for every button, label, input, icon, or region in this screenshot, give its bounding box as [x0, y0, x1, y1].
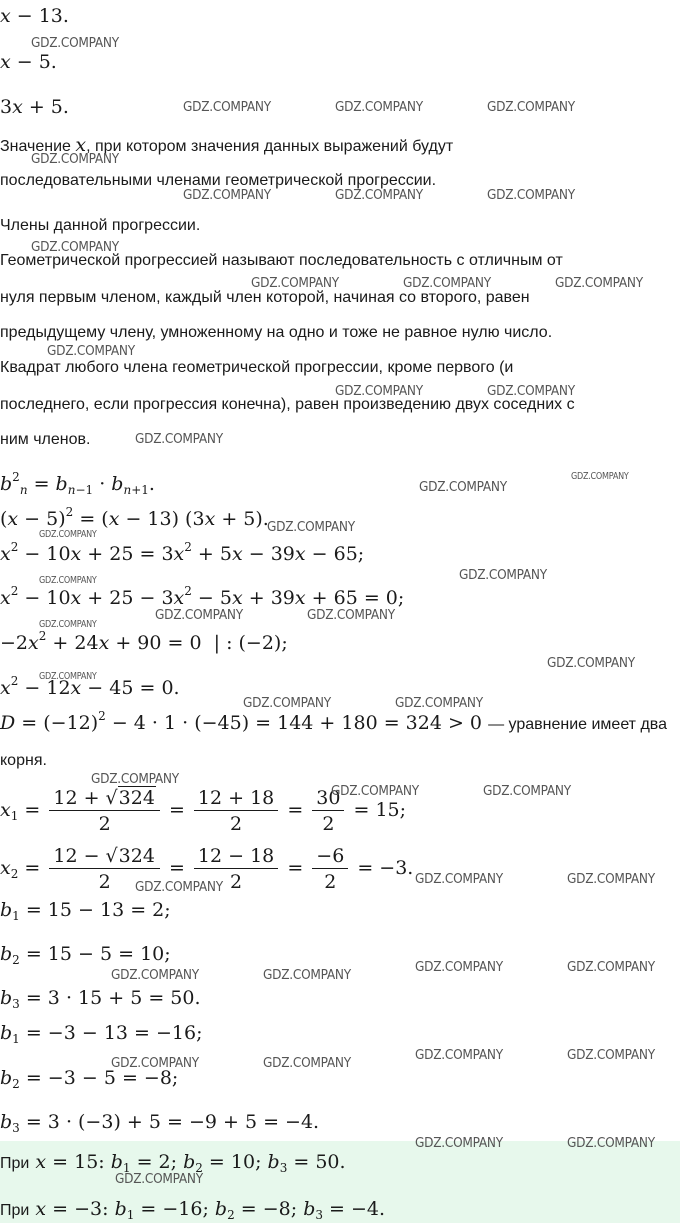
watermark: GDZ.COMPANY: [31, 35, 119, 51]
watermark: GDZ.COMPANY: [567, 1135, 655, 1151]
watermark: GDZ.COMPANY: [419, 479, 507, 495]
watermark: GDZ.COMPANY: [39, 619, 97, 630]
term-b2-case2: $b_2 = -3 - 5 = -8$;: [0, 1067, 179, 1091]
watermark: GDZ.COMPANY: [183, 99, 271, 115]
watermark: GDZ.COMPANY: [567, 1047, 655, 1063]
answer-line-2: При x = −3: $b_1 = -16$; $b_2 = -8$; $b_3 = -4$.: [0, 1198, 386, 1222]
watermark: GDZ.COMPANY: [111, 967, 199, 983]
theory-line-2: нуля первым членом, каждый член которой, начиная со второго, равен: [0, 289, 530, 306]
watermark: GDZ.COMPANY: [263, 967, 351, 983]
given-expr-2: x − 5.: [0, 51, 57, 73]
watermark: GDZ.COMPANY: [487, 383, 575, 399]
watermark: GDZ.COMPANY: [155, 607, 243, 623]
discriminant: $D = (-12)^2 - 4 \cdot 1 \cdot (-45) = 144 + 180 = 324 > 0$ — уравнение имеет два: [0, 709, 668, 734]
watermark: GDZ.COMPANY: [567, 959, 655, 975]
equation-step-5: $x^2 - 12x - 45 = 0$.: [0, 674, 180, 699]
given-expr-1: x − 13.: [0, 5, 69, 27]
watermark: GDZ.COMPANY: [31, 151, 119, 167]
watermark: GDZ.COMPANY: [31, 239, 119, 255]
watermark: GDZ.COMPANY: [135, 431, 223, 447]
watermark: GDZ.COMPANY: [487, 99, 575, 115]
watermark: GDZ.COMPANY: [91, 771, 179, 787]
term-b3-case2: $b_3 = 3 \cdot (-3) + 5 = -9 + 5 = -4$.: [0, 1111, 320, 1135]
watermark: GDZ.COMPANY: [307, 607, 395, 623]
theory-line-3: предыдущему члену, умноженному на одно и тоже не равное нулю число.: [0, 324, 553, 341]
equation-step-1: $(x - 5)^2 = (x - 13)$ (3x + 5).: [0, 505, 269, 530]
term-b2-case1: $b_2 = 15 - 5 = 10$;: [0, 943, 171, 967]
watermark: GDZ.COMPANY: [567, 871, 655, 887]
watermark: GDZ.COMPANY: [39, 671, 97, 682]
watermark: GDZ.COMPANY: [555, 275, 643, 291]
watermark: GDZ.COMPANY: [335, 99, 423, 115]
find-line-1: Значение x, при котором значения данных выражений будут: [0, 134, 454, 156]
theory-line-5: последнего, если прогрессия конечна), равен произведению двух соседних с: [0, 396, 575, 413]
watermark: GDZ.COMPANY: [115, 1171, 203, 1187]
watermark: GDZ.COMPANY: [459, 567, 547, 583]
find-line-3: Члены данной прогрессии.: [0, 217, 201, 234]
watermark: GDZ.COMPANY: [39, 575, 97, 586]
equation-step-3: $x^2 - 10x + 25 - 3x^2 - 5x + 39x + 65 = 0$;: [0, 584, 405, 609]
theory-line-4: Квадрат любого члена геометрической прогрессии, кроме первого (и: [0, 359, 514, 376]
watermark: GDZ.COMPANY: [111, 1055, 199, 1071]
discriminant-note: — уравнение имеет два: [488, 716, 668, 733]
watermark: GDZ.COMPANY: [403, 275, 491, 291]
watermark: GDZ.COMPANY: [335, 383, 423, 399]
equation-step-2: $x^2 - 10x + 25 = 3x^2 + 5x - 39x - 65$;: [0, 540, 365, 565]
watermark: GDZ.COMPANY: [483, 783, 571, 799]
equation-step-4: $-2x^2 + 24x + 90 = 0$ | : (−2);: [0, 629, 288, 654]
term-b1-case1: $b_1 = 15 - 13 = 2$;: [0, 899, 171, 923]
theory-line-6: ним членов.: [0, 431, 91, 448]
watermark: GDZ.COMPANY: [135, 879, 223, 895]
watermark: GDZ.COMPANY: [243, 695, 331, 711]
given-expr-3: 3x + 5.: [0, 96, 69, 118]
watermark: GDZ.COMPANY: [415, 871, 503, 887]
watermark: GDZ.COMPANY: [487, 187, 575, 203]
watermark: GDZ.COMPANY: [415, 1135, 503, 1151]
watermark: GDZ.COMPANY: [415, 959, 503, 975]
watermark: GDZ.COMPANY: [335, 187, 423, 203]
watermark: GDZ.COMPANY: [251, 275, 339, 291]
watermark: GDZ.COMPANY: [571, 471, 629, 482]
answer-line-1: При x = 15: $b_1 = 2$; $b_2 = 10$; $b_3 = 50$.: [0, 1151, 346, 1175]
find-line-2: последовательными членами геометрической прогрессии.: [0, 172, 437, 189]
watermark: GDZ.COMPANY: [263, 1055, 351, 1071]
term-b1-case2: $b_1 = -3 - 13 = -16$;: [0, 1022, 203, 1046]
watermark: GDZ.COMPANY: [267, 519, 355, 535]
formula-geometric-mean: $b^2_n = b_{n-1} \cdot b_{n+1}$.: [0, 470, 155, 497]
theory-line-1: Геометрической прогрессией называют последовательность с отличным от: [0, 252, 563, 269]
root-x2: $x_2$ = $\frac{12 - √324}{2}$ = $\frac{12 - 18}{2}$ = $\frac{-6}{2}$ = −3.: [0, 846, 414, 890]
term-b3-case1: $b_3 = 3 \cdot 15 + 5 = 50$.: [0, 987, 201, 1011]
watermark: GDZ.COMPANY: [547, 655, 635, 671]
watermark: GDZ.COMPANY: [395, 695, 483, 711]
watermark: GDZ.COMPANY: [183, 187, 271, 203]
watermark: GDZ.COMPANY: [415, 1047, 503, 1063]
watermark: GDZ.COMPANY: [47, 343, 135, 359]
discriminant-note-2: корня.: [0, 752, 47, 769]
watermark: GDZ.COMPANY: [331, 783, 419, 799]
root-x1: $x_1$ = $\frac{12 + √324}{2}$ = $\frac{12 + 18}{2}$ = $\frac{30}{2}$ = 15;: [0, 787, 407, 835]
watermark: GDZ.COMPANY: [39, 529, 97, 540]
